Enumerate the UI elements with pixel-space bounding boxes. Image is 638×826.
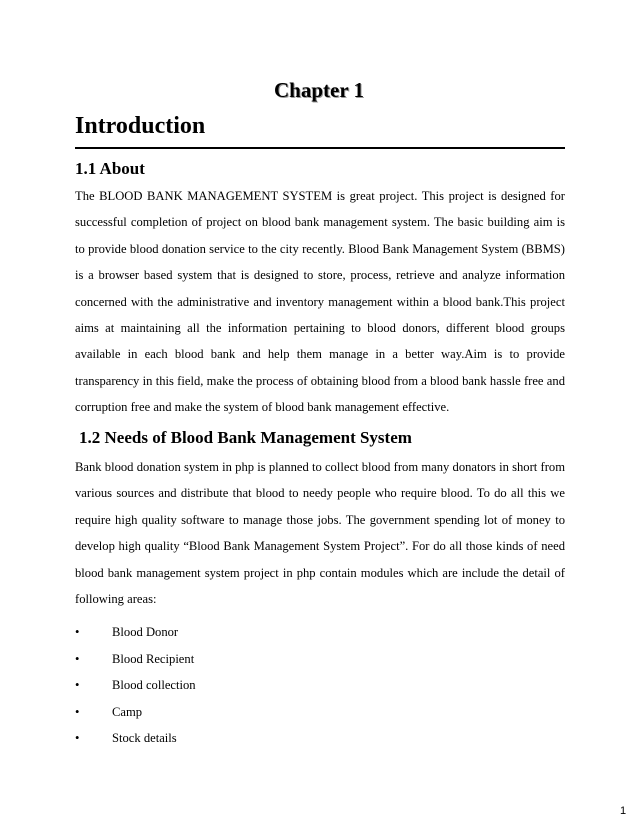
chapter-title: Chapter 1 bbox=[273, 78, 365, 102]
section-needs-heading: 1.2 Needs of Blood Bank Management System bbox=[79, 428, 412, 447]
page-title: Introduction bbox=[75, 113, 206, 139]
bullet-icon: • bbox=[75, 625, 80, 639]
section-about-paragraph: The BLOOD BANK MANAGEMENT SYSTEM is great project. This project is designed for successful completion of project on blood bank management system. The basic building aim is to provide blood donation service to the city recently. Blood Bank Management System (BBMS) is a browser based system that is designed to store, process, retrieve and analyze information concerned with the administrative and inventory management within a blood bank.This project aims at maintaining all the information pertaining to blood donors, different blood groups available in each blood bank and help them manage in a better way.Aim is to provide transparency in this field, make the process of obtaining blood from a blood bank hassle free and corruption free and make the system of blood bank management effective. bbox=[75, 189, 565, 415]
list-item-label: Blood collection bbox=[112, 678, 196, 692]
list-item-label: Blood Donor bbox=[112, 625, 179, 639]
title-divider bbox=[75, 147, 565, 149]
section-needs-paragraph: Bank blood donation system in php is planned to collect blood from many donators in short from various sources and distribute that blood to needy people who require blood. To do all this we require high quality software to manage those jobs. The government spending lot of money to develop high quality “Blood Bank Management System Project”. For do all those kinds of need blood bank management system project in php contain modules which are include the detail of following areas: bbox=[75, 460, 565, 607]
bullet-icon: • bbox=[75, 678, 80, 692]
bullet-icon: • bbox=[75, 731, 80, 745]
list-item-label: Stock details bbox=[112, 731, 177, 745]
list-item-label: Camp bbox=[112, 704, 143, 719]
bullet-icon: • bbox=[75, 651, 80, 666]
list-item-label: Blood Recipient bbox=[112, 651, 195, 666]
section-about-heading: 1.1 About bbox=[75, 159, 145, 178]
page-number: 1 bbox=[620, 805, 627, 817]
bullet-icon: • bbox=[75, 704, 80, 719]
